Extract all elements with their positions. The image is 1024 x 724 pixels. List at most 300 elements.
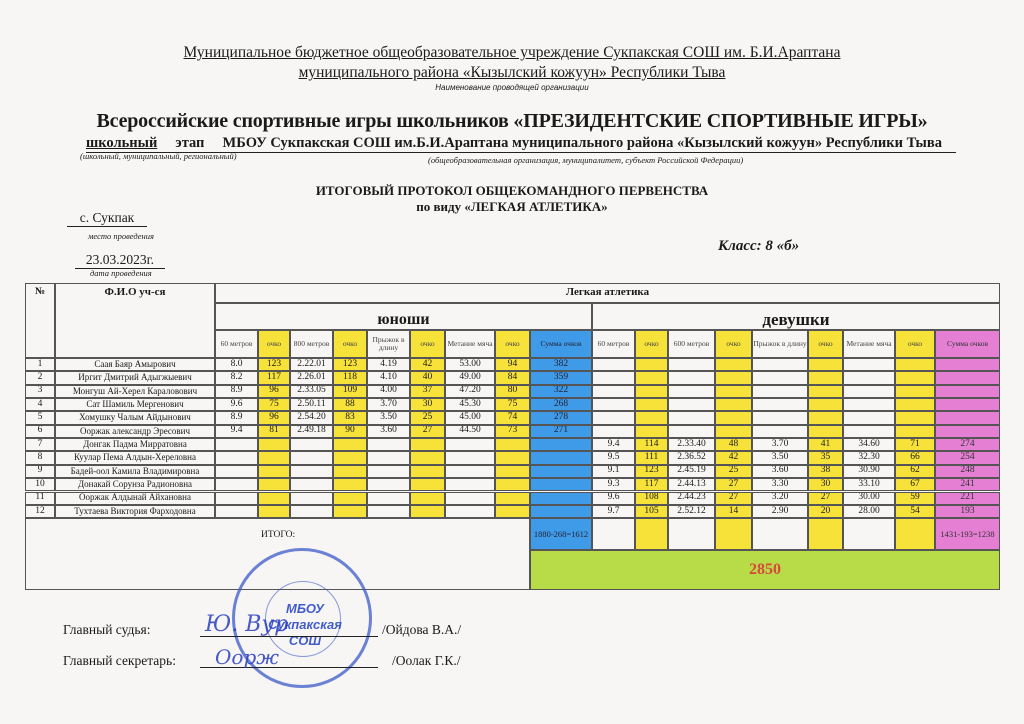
boys-result-cell: 382 xyxy=(530,358,592,371)
girls-result-cell xyxy=(668,425,715,438)
girls-result-cell xyxy=(843,358,895,371)
column-header-number: № xyxy=(25,283,55,358)
boys-result-cell xyxy=(215,505,258,518)
boys-result-cell xyxy=(290,451,333,464)
boys-column-header: 800 метров xyxy=(290,330,333,358)
total-blank-cell xyxy=(843,518,895,550)
boys-result-cell xyxy=(290,492,333,505)
boys-result-cell xyxy=(445,492,495,505)
boys-column-header: очко xyxy=(258,330,290,358)
girls-result-cell xyxy=(668,371,715,384)
chief-secretary-label: Главный секретарь: xyxy=(63,653,176,668)
row-number: 9 xyxy=(25,465,55,478)
boys-result-cell xyxy=(215,492,258,505)
boys-result-cell xyxy=(410,505,445,518)
boys-result-cell xyxy=(495,492,530,505)
girls-result-cell xyxy=(843,371,895,384)
boys-result-cell: 2.49.18 xyxy=(290,425,333,438)
stamp-text-1: МБОУ xyxy=(286,601,324,616)
boys-result-cell: 3.50 xyxy=(367,411,410,424)
total-blank-cell xyxy=(752,518,808,550)
girls-result-cell: 71 xyxy=(895,438,935,451)
girls-result-cell xyxy=(635,398,668,411)
boys-result-cell xyxy=(495,451,530,464)
girls-result-cell xyxy=(808,385,843,398)
boys-result-cell: 80 xyxy=(495,385,530,398)
boys-result-cell: 94 xyxy=(495,358,530,371)
girls-result-cell: 30 xyxy=(808,478,843,491)
boys-result-cell xyxy=(215,451,258,464)
boys-result-cell: 8.2 xyxy=(215,371,258,384)
girls-result-cell: 2.90 xyxy=(752,505,808,518)
girls-result-cell: 123 xyxy=(635,465,668,478)
boys-result-cell: 73 xyxy=(495,425,530,438)
boys-result-cell xyxy=(445,505,495,518)
girls-result-cell: 9.1 xyxy=(592,465,635,478)
girls-result-cell xyxy=(635,425,668,438)
boys-total: 1880-268=1612 xyxy=(530,518,592,550)
total-blank-cell xyxy=(895,518,935,550)
boys-result-cell xyxy=(333,478,367,491)
girls-result-cell xyxy=(895,425,935,438)
boys-result-cell: 25 xyxy=(410,411,445,424)
girls-result-cell: 111 xyxy=(635,451,668,464)
boys-column-header: Сумма очков xyxy=(530,330,592,358)
student-name: Сат Шамиль Мергенович xyxy=(55,398,215,411)
boys-result-cell: 271 xyxy=(530,425,592,438)
girls-result-cell xyxy=(843,398,895,411)
boys-result-cell xyxy=(445,451,495,464)
sport-header: Легкая атлетика xyxy=(215,283,1000,303)
boys-result-cell: 117 xyxy=(258,371,290,384)
boys-result-cell xyxy=(530,492,592,505)
girls-result-cell: 30.90 xyxy=(843,465,895,478)
boys-result-cell: 2.54.20 xyxy=(290,411,333,424)
boys-column-header: очко xyxy=(495,330,530,358)
girls-result-cell: 30.00 xyxy=(843,492,895,505)
grand-total: 2850 xyxy=(530,550,1000,590)
boys-result-cell: 47.20 xyxy=(445,385,495,398)
stamp-text-3: СОШ xyxy=(288,633,322,648)
girls-result-cell xyxy=(752,411,808,424)
girls-result-cell xyxy=(935,411,1000,424)
boys-result-cell xyxy=(495,438,530,451)
row-number: 5 xyxy=(25,411,55,424)
boys-result-cell: 45.00 xyxy=(445,411,495,424)
column-header-name: Ф.И.О уч-ся xyxy=(55,283,215,358)
girls-total: 1431-193=1238 xyxy=(935,518,1000,550)
girls-result-cell: 2.45.19 xyxy=(668,465,715,478)
girls-result-cell: 193 xyxy=(935,505,1000,518)
boys-result-cell: 322 xyxy=(530,385,592,398)
student-name: Саая Баяр Амырович xyxy=(55,358,215,371)
boys-header: юноши xyxy=(215,303,592,330)
student-name: Монгуш Ай-Херел Караловович xyxy=(55,385,215,398)
girls-result-cell xyxy=(668,398,715,411)
girls-result-cell: 27 xyxy=(715,478,752,491)
boys-result-cell: 2.26.01 xyxy=(290,371,333,384)
girls-column-header: 60 метров xyxy=(592,330,635,358)
boys-result-cell xyxy=(367,438,410,451)
girls-result-cell xyxy=(895,385,935,398)
girls-result-cell xyxy=(895,358,935,371)
boys-result-cell: 2.22.01 xyxy=(290,358,333,371)
venue: с. Сукпак xyxy=(67,210,147,227)
girls-result-cell xyxy=(635,385,668,398)
girls-result-cell: 27 xyxy=(715,492,752,505)
girls-result-cell: 254 xyxy=(935,451,1000,464)
total-blank-cell xyxy=(592,518,635,550)
row-number: 8 xyxy=(25,451,55,464)
stage-value: школьный xyxy=(86,135,158,151)
row-number: 7 xyxy=(25,438,55,451)
girls-result-cell xyxy=(715,371,752,384)
boys-result-cell xyxy=(367,505,410,518)
boys-result-cell: 75 xyxy=(495,398,530,411)
total-blank-cell xyxy=(635,518,668,550)
boys-result-cell: 359 xyxy=(530,371,592,384)
row-number: 1 xyxy=(25,358,55,371)
boys-result-cell xyxy=(410,438,445,451)
boys-result-cell xyxy=(290,478,333,491)
boys-result-cell xyxy=(258,505,290,518)
total-blank-cell xyxy=(668,518,715,550)
boys-result-cell: 84 xyxy=(495,371,530,384)
boys-column-header: Прыжок в длину xyxy=(367,330,410,358)
girls-result-cell: 2.33.40 xyxy=(668,438,715,451)
girls-result-cell: 20 xyxy=(808,505,843,518)
boys-result-cell xyxy=(258,492,290,505)
student-name: Хомушку Чалым Айдынович xyxy=(55,411,215,424)
girls-result-cell xyxy=(895,398,935,411)
boys-result-cell: 3.70 xyxy=(367,398,410,411)
girls-result-cell: 3.50 xyxy=(752,451,808,464)
girls-result-cell: 9.7 xyxy=(592,505,635,518)
girls-result-cell xyxy=(668,411,715,424)
girls-result-cell xyxy=(715,411,752,424)
girls-column-header: Прыжок в длину xyxy=(752,330,808,358)
girls-result-cell: 3.70 xyxy=(752,438,808,451)
girls-result-cell: 117 xyxy=(635,478,668,491)
girls-result-cell xyxy=(808,411,843,424)
girls-result-cell xyxy=(715,358,752,371)
student-name: Иргит Дмитрий Адыгжыевич xyxy=(55,371,215,384)
organization-line-1: Муниципальное бюджетное общеобразовательное учреждение Сукпакская СОШ им. Б.И.Араптана xyxy=(183,44,841,61)
row-number: 4 xyxy=(25,398,55,411)
boys-result-cell: 123 xyxy=(258,358,290,371)
boys-result-cell xyxy=(367,451,410,464)
boys-result-cell xyxy=(445,478,495,491)
girls-result-cell xyxy=(592,371,635,384)
girls-result-cell: 9.4 xyxy=(592,438,635,451)
row-number: 2 xyxy=(25,371,55,384)
stage-caption: (школьный, муниципальный, региональный) xyxy=(80,151,237,161)
boys-result-cell: 4.10 xyxy=(367,371,410,384)
organization-line-2: муниципального района «Кызылский кожуун» Республики Тыва xyxy=(298,64,726,81)
girls-result-cell xyxy=(715,385,752,398)
boys-result-cell: 83 xyxy=(333,411,367,424)
girls-result-cell: 221 xyxy=(935,492,1000,505)
student-name: Донакай Сорунза Радионовна xyxy=(55,478,215,491)
girls-result-cell: 27 xyxy=(808,492,843,505)
boys-result-cell xyxy=(333,451,367,464)
boys-result-cell xyxy=(290,505,333,518)
girls-result-cell xyxy=(592,425,635,438)
girls-result-cell xyxy=(935,358,1000,371)
boys-result-cell xyxy=(530,505,592,518)
girls-result-cell: 9.3 xyxy=(592,478,635,491)
girls-result-cell xyxy=(752,425,808,438)
girls-result-cell: 34.60 xyxy=(843,438,895,451)
girls-result-cell xyxy=(668,385,715,398)
girls-result-cell xyxy=(635,371,668,384)
girls-result-cell xyxy=(935,371,1000,384)
boys-result-cell xyxy=(333,465,367,478)
organization-caption: Наименование проводящей организации xyxy=(435,83,589,92)
chief-judge-label: Главный судья: xyxy=(63,622,151,637)
boys-result-cell: 8.9 xyxy=(215,385,258,398)
total-label: ИТОГО: xyxy=(261,530,296,541)
student-name: Куулар Пема Алдын-Хереловна xyxy=(55,451,215,464)
boys-result-cell xyxy=(290,438,333,451)
girls-result-cell: 2.44.13 xyxy=(668,478,715,491)
boys-result-cell: 81 xyxy=(258,425,290,438)
protocol-title: ИТОГОВЫЙ ПРОТОКОЛ ОБЩЕКОМАНДНОГО ПЕРВЕНСТВА xyxy=(315,183,709,198)
boys-result-cell xyxy=(530,478,592,491)
boys-result-cell xyxy=(410,478,445,491)
girls-result-cell: 38 xyxy=(808,465,843,478)
boys-result-cell xyxy=(445,465,495,478)
girls-result-cell xyxy=(635,411,668,424)
boys-column-header: Метание мяча xyxy=(445,330,495,358)
girls-result-cell: 3.30 xyxy=(752,478,808,491)
girls-column-header: 600 метров xyxy=(668,330,715,358)
boys-result-cell: 118 xyxy=(333,371,367,384)
girls-result-cell xyxy=(808,425,843,438)
date-caption: дата проведения xyxy=(90,268,152,278)
boys-result-cell: 74 xyxy=(495,411,530,424)
girls-result-cell: 241 xyxy=(935,478,1000,491)
boys-result-cell: 27 xyxy=(410,425,445,438)
girls-result-cell: 2.36.52 xyxy=(668,451,715,464)
girls-column-header: очко xyxy=(715,330,752,358)
boys-column-header: 60 метров xyxy=(215,330,258,358)
girls-result-cell xyxy=(752,371,808,384)
boys-result-cell: 9.4 xyxy=(215,425,258,438)
boys-result-cell xyxy=(495,478,530,491)
row-number: 10 xyxy=(25,478,55,491)
boys-result-cell: 88 xyxy=(333,398,367,411)
girls-result-cell: 114 xyxy=(635,438,668,451)
girls-result-cell xyxy=(808,358,843,371)
boys-result-cell: 109 xyxy=(333,385,367,398)
boys-result-cell: 42 xyxy=(410,358,445,371)
class-label: Класс: 8 «б» xyxy=(718,238,800,254)
student-name: Ооржак Алдынай Айхановна xyxy=(55,492,215,505)
girls-column-header: Метание мяча xyxy=(843,330,895,358)
student-name: Ооржак александр Эресович xyxy=(55,425,215,438)
boys-result-cell: 44.50 xyxy=(445,425,495,438)
boys-result-cell xyxy=(530,451,592,464)
boys-result-cell: 3.60 xyxy=(367,425,410,438)
girls-result-cell xyxy=(935,425,1000,438)
girls-result-cell: 67 xyxy=(895,478,935,491)
boys-result-cell xyxy=(258,451,290,464)
girls-result-cell: 25 xyxy=(715,465,752,478)
boys-result-cell: 278 xyxy=(530,411,592,424)
girls-result-cell: 274 xyxy=(935,438,1000,451)
girls-result-cell: 9.6 xyxy=(592,492,635,505)
boys-column-header: очко xyxy=(410,330,445,358)
boys-result-cell xyxy=(530,465,592,478)
boys-result-cell: 123 xyxy=(333,358,367,371)
girls-result-cell: 105 xyxy=(635,505,668,518)
boys-result-cell: 4.00 xyxy=(367,385,410,398)
girls-result-cell: 42 xyxy=(715,451,752,464)
boys-result-cell: 4.19 xyxy=(367,358,410,371)
girls-result-cell: 9.5 xyxy=(592,451,635,464)
student-name: Бадей-оол Камила Владимировна xyxy=(55,465,215,478)
girls-result-cell xyxy=(752,358,808,371)
event-title: Всероссийские спортивные игры школьников «ПРЕЗИДЕНТСКИЕ СПОРТИВНЫЕ ИГРЫ» xyxy=(96,110,928,132)
girls-column-header: Сумма очков xyxy=(935,330,1000,358)
girls-header: девушки xyxy=(592,303,1000,330)
girls-result-cell xyxy=(935,385,1000,398)
girls-result-cell xyxy=(895,411,935,424)
boys-result-cell xyxy=(215,438,258,451)
student-name: Донгак Падма Мирратовна xyxy=(55,438,215,451)
girls-result-cell: 41 xyxy=(808,438,843,451)
boys-column-header: очко xyxy=(333,330,367,358)
girls-result-cell: 14 xyxy=(715,505,752,518)
boys-result-cell xyxy=(333,438,367,451)
boys-result-cell: 75 xyxy=(258,398,290,411)
boys-result-cell: 2.33.05 xyxy=(290,385,333,398)
boys-result-cell xyxy=(333,492,367,505)
boys-result-cell: 40 xyxy=(410,371,445,384)
boys-result-cell xyxy=(410,451,445,464)
stamp-text-2: Сукпакская xyxy=(268,617,342,632)
boys-result-cell: 49.00 xyxy=(445,371,495,384)
girls-result-cell: 48 xyxy=(715,438,752,451)
boys-result-cell: 96 xyxy=(258,385,290,398)
girls-result-cell xyxy=(843,425,895,438)
girls-result-cell xyxy=(715,398,752,411)
boys-result-cell: 9.6 xyxy=(215,398,258,411)
row-number: 11 xyxy=(25,492,55,505)
girls-result-cell: 54 xyxy=(895,505,935,518)
boys-result-cell: 90 xyxy=(333,425,367,438)
girls-result-cell: 3.60 xyxy=(752,465,808,478)
girls-column-header: очко xyxy=(635,330,668,358)
row-number: 6 xyxy=(25,425,55,438)
girls-result-cell: 35 xyxy=(808,451,843,464)
girls-result-cell xyxy=(635,358,668,371)
girls-result-cell xyxy=(592,398,635,411)
girls-result-cell: 59 xyxy=(895,492,935,505)
girls-result-cell xyxy=(668,358,715,371)
boys-result-cell xyxy=(258,465,290,478)
girls-result-cell: 32.30 xyxy=(843,451,895,464)
boys-result-cell: 8.9 xyxy=(215,411,258,424)
stage-word: этап xyxy=(175,135,205,151)
boys-result-cell xyxy=(410,492,445,505)
girls-result-cell xyxy=(752,398,808,411)
venue-caption: место проведения xyxy=(88,231,154,241)
girls-result-cell xyxy=(843,385,895,398)
chief-secretary-name: /Оолак Г.К./ xyxy=(392,653,461,668)
boys-result-cell: 37 xyxy=(410,385,445,398)
boys-result-cell xyxy=(445,438,495,451)
girls-result-cell xyxy=(715,425,752,438)
boys-result-cell: 268 xyxy=(530,398,592,411)
boys-result-cell xyxy=(367,465,410,478)
girls-result-cell: 28.00 xyxy=(843,505,895,518)
girls-result-cell xyxy=(843,411,895,424)
girls-result-cell: 62 xyxy=(895,465,935,478)
row-number: 3 xyxy=(25,385,55,398)
girls-column-header: очко xyxy=(808,330,843,358)
girls-column-header: очко xyxy=(895,330,935,358)
boys-result-cell xyxy=(258,438,290,451)
girls-result-cell xyxy=(592,385,635,398)
boys-result-cell: 2.50.11 xyxy=(290,398,333,411)
protocol-subtitle: по виду «ЛЕГКАЯ АТЛЕТИКА» xyxy=(416,199,608,214)
total-blank-cell xyxy=(715,518,752,550)
girls-result-cell xyxy=(592,358,635,371)
girls-result-cell: 108 xyxy=(635,492,668,505)
girls-result-cell xyxy=(935,398,1000,411)
row-number: 12 xyxy=(25,505,55,518)
event-date: 23.03.2023г. xyxy=(75,252,165,269)
boys-result-cell: 30 xyxy=(410,398,445,411)
boys-result-cell xyxy=(495,505,530,518)
girls-result-cell: 66 xyxy=(895,451,935,464)
girls-result-cell xyxy=(895,371,935,384)
chief-judge-signature: Ю. Вур xyxy=(205,612,289,637)
boys-result-cell xyxy=(258,478,290,491)
boys-result-cell: 96 xyxy=(258,411,290,424)
girls-result-cell: 3.20 xyxy=(752,492,808,505)
boys-result-cell xyxy=(290,465,333,478)
chief-judge-name: /Ойдова В.А./ xyxy=(382,622,462,637)
boys-result-cell xyxy=(410,465,445,478)
boys-result-cell: 8.0 xyxy=(215,358,258,371)
boys-result-cell xyxy=(530,438,592,451)
organization-caption-2: (общеобразовательная организация, муниципалитет, субъект Российской Федерации) xyxy=(428,155,744,165)
chief-secretary-signature: Оорж xyxy=(215,645,279,669)
girls-result-cell: 248 xyxy=(935,465,1000,478)
boys-result-cell xyxy=(367,492,410,505)
boys-result-cell xyxy=(215,478,258,491)
boys-result-cell xyxy=(215,465,258,478)
stage-organization: МБОУ Сукпакская СОШ им.Б.И.Араптана муниципального района «Кызылский кожуун» Республики Тыва xyxy=(222,135,942,151)
boys-result-cell xyxy=(333,505,367,518)
boys-result-cell: 53.00 xyxy=(445,358,495,371)
girls-result-cell xyxy=(808,371,843,384)
girls-result-cell: 2.52.12 xyxy=(668,505,715,518)
boys-result-cell xyxy=(495,465,530,478)
girls-result-cell xyxy=(752,385,808,398)
girls-result-cell xyxy=(808,398,843,411)
student-name: Тухтаева Виктория Фарходовна xyxy=(55,505,215,518)
boys-result-cell: 45.30 xyxy=(445,398,495,411)
boys-result-cell xyxy=(367,478,410,491)
total-blank-cell xyxy=(808,518,843,550)
girls-result-cell: 33.10 xyxy=(843,478,895,491)
girls-result-cell: 2.44.23 xyxy=(668,492,715,505)
girls-result-cell xyxy=(592,411,635,424)
